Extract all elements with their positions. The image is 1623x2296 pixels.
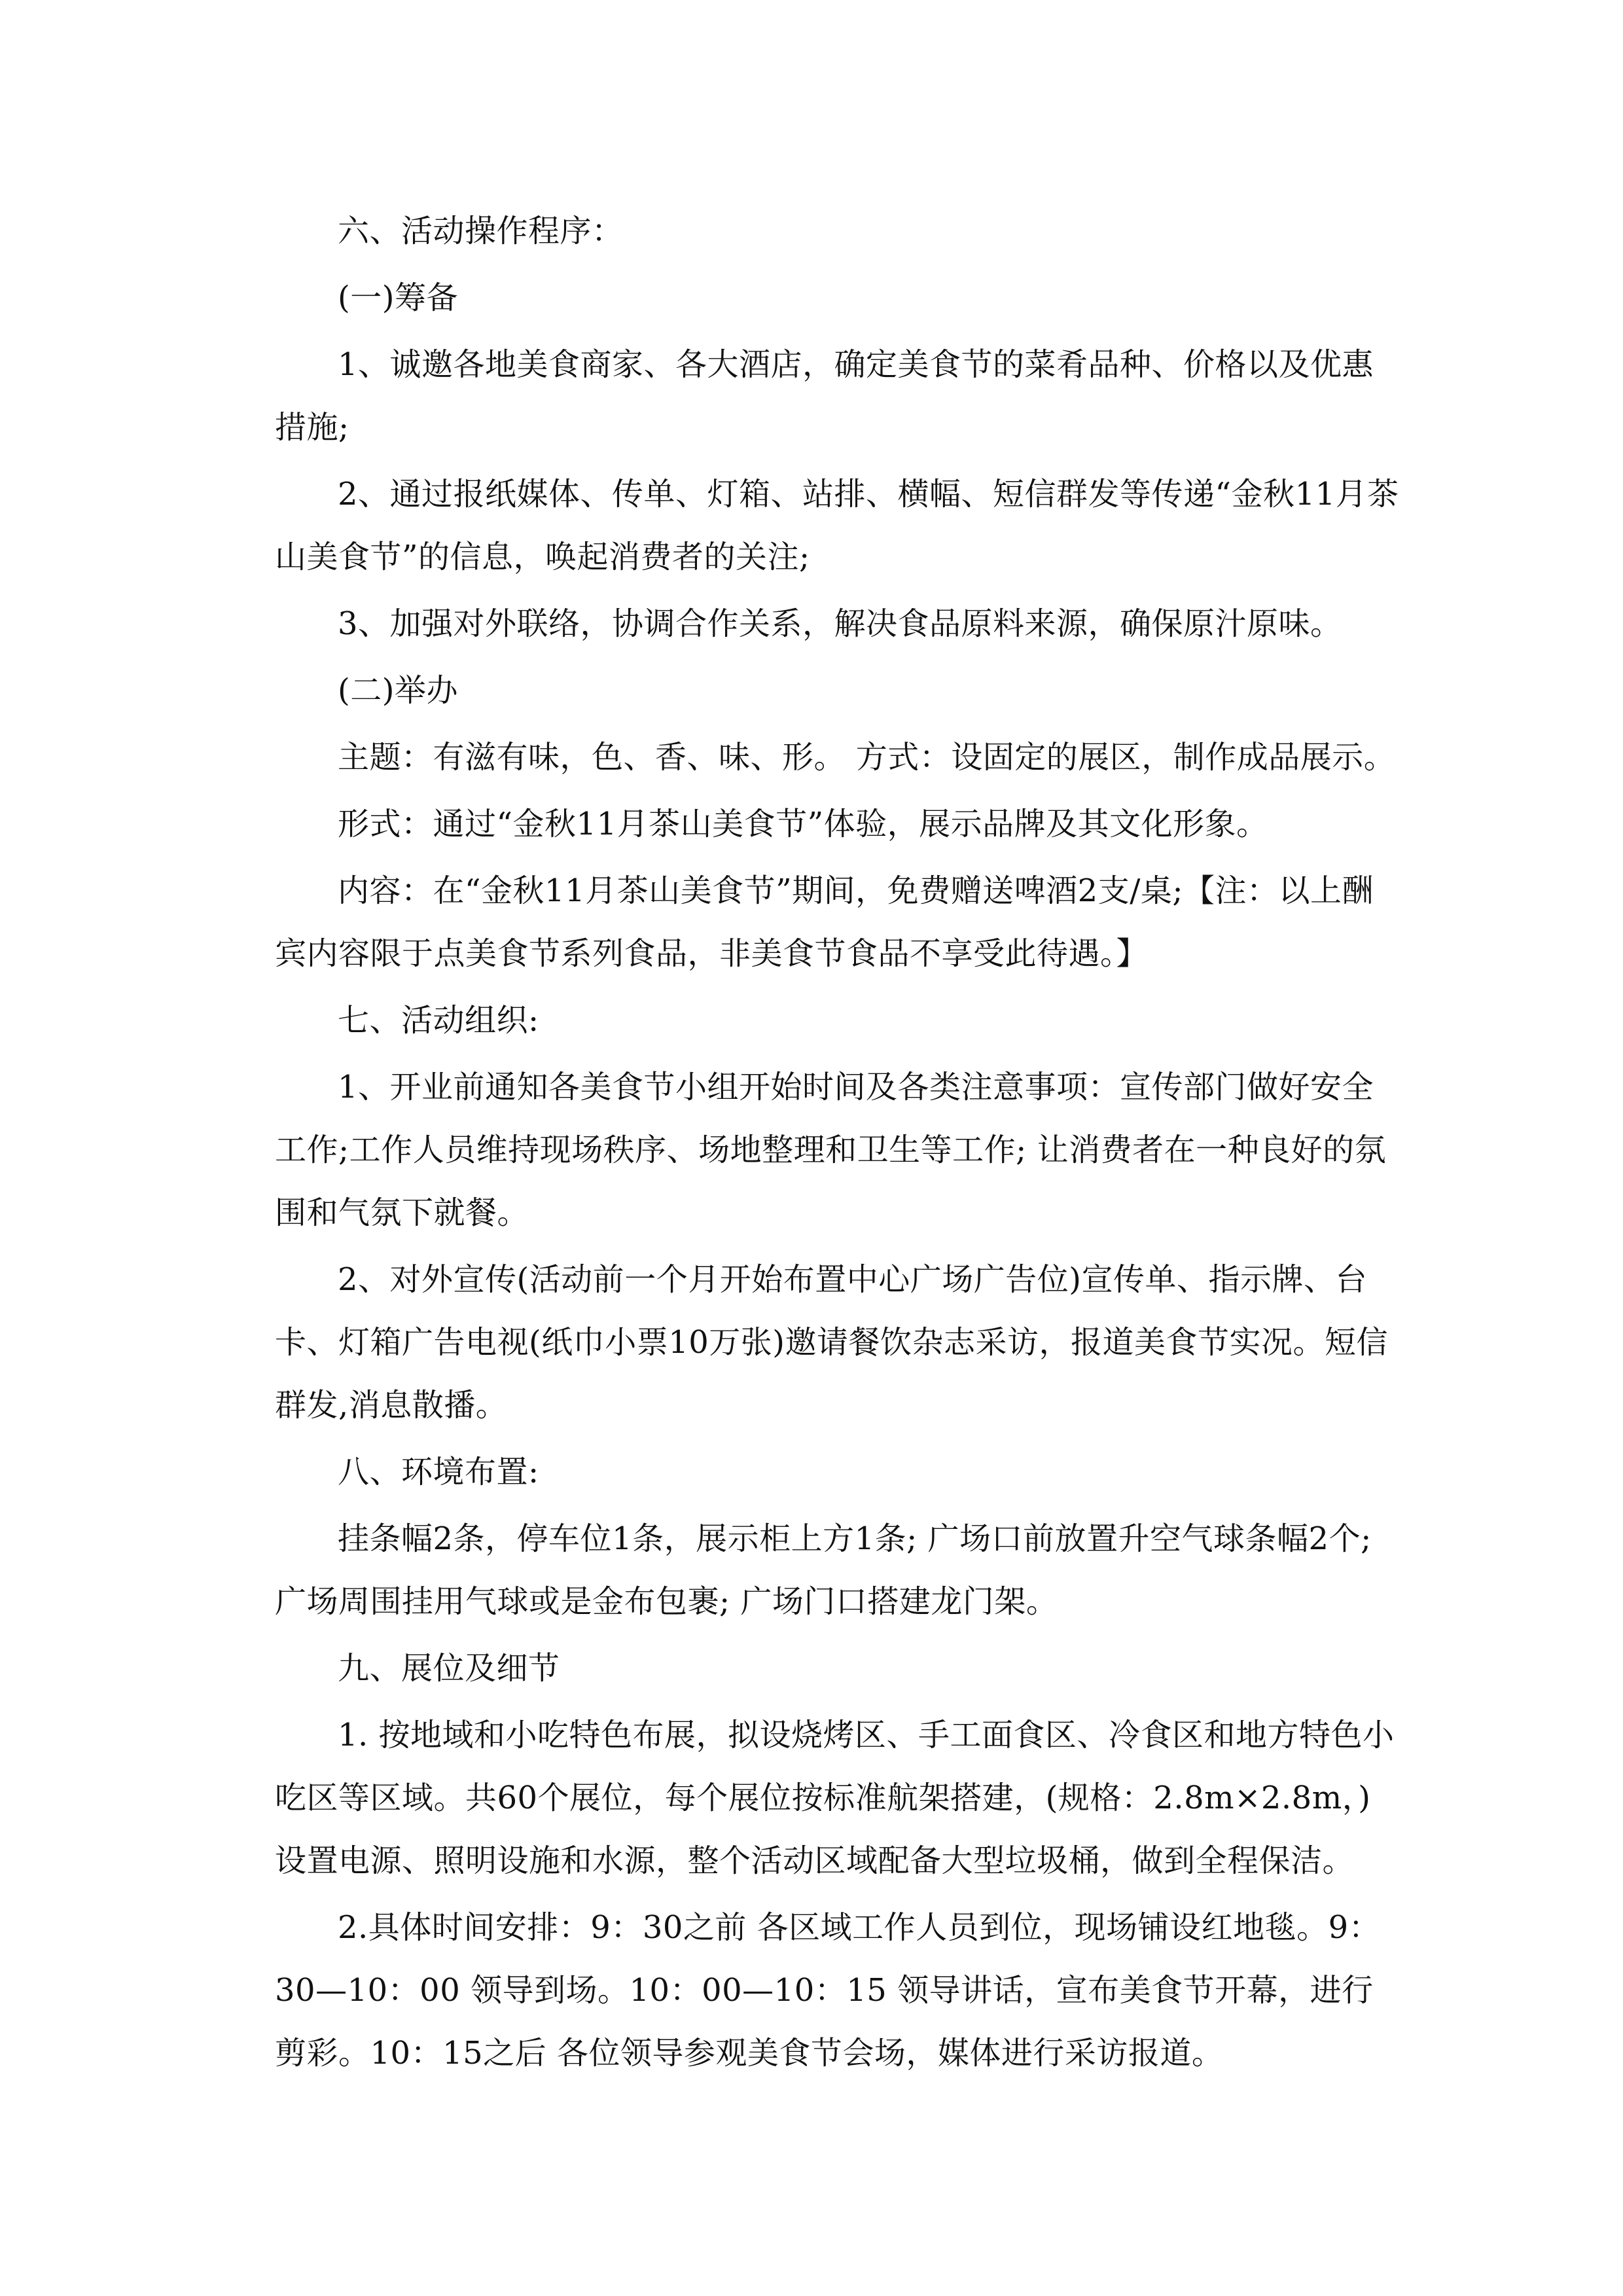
paragraph-environment: 挂条幅2条，停车位1条，展示柜上方1条; 广场口前放置升空气球条幅2个;广场周围挂用气球或是金布包裹; 广场门口搭建龙门架。 bbox=[275, 1520, 1372, 1620]
paragraph-form: 形式：通过“金秋11月茶山美食节”体验，展示品牌及其文化形象。 bbox=[338, 806, 1268, 842]
paragraph-organization-2: 2、对外宣传(活动前一个月开始布置中心广场广告位)宣传单、指示牌、台卡、灯箱广告电视(纸巾小票10万张)邀请餐饮杂志采访，报道美食节实况。短信群发,消息散播。 bbox=[275, 1261, 1389, 1424]
paragraph-theme: 主题：有滋有味，色、香、味、形。 方式：设固定的展区，制作成品展示。 bbox=[338, 739, 1396, 776]
paragraph-content: 内容：在“金秋11月茶山美食节”期间，免费赠送啤酒2支/桌;【注：以上酬宾内容限于点美食节系列食品，非美食节食品不享受此待遇。】 bbox=[275, 872, 1374, 972]
document-body bbox=[275, 200, 1400, 2085]
section-heading-organization: 七、活动组织: bbox=[338, 1002, 539, 1039]
paragraph-organization-1: 1、开业前通知各美食节小组开始时间及各类注意事项：宣传部门做好安全工作;工作人员维持现场秩序、场地整理和卫生等工作; 让消费者在一种良好的氛围和气氛下就餐。 bbox=[275, 1069, 1387, 1231]
paragraph-preparation-2: 2、通过报纸媒体、传单、灯箱、站排、横幅、短信群发等传递“金秋11月茶山美食节”的信息，唤起消费者的关注; bbox=[275, 476, 1399, 575]
section-heading-operation: 六、活动操作程序： bbox=[338, 213, 624, 249]
subheading-hosting: (二)举办 bbox=[338, 672, 458, 709]
paragraph-preparation-3: 3、加强对外联络，协调合作关系，解决食品原料来源，确保原汁原味。 bbox=[338, 605, 1342, 642]
paragraph-preparation-1: 1、诚邀各地美食商家、各大酒店，确定美食节的菜肴品种、价格以及优惠措施; bbox=[275, 346, 1374, 446]
paragraph-booths-1: 1. 按地域和小吃特色布展，拟设烧烤区、手工面食区、冷食区和地方特色小吃区等区域。共60个展位，每个展位按标准航架搭建，(规格：2.8m×2.8m，)设置电源、照明设施和水源，整个活动区域配备大型垃圾桶，做到全程保洁。 bbox=[275, 1717, 1395, 1879]
section-heading-environment: 八、环境布置: bbox=[338, 1454, 539, 1490]
paragraph-booths-2: 2.具体时间安排：9：30之前 各区域工作人员到位，现场铺设红地毯。9：30—10：00 领导到场。10：00—10：15 领导讲话，宣布美食节开幕，进行剪彩。10：15之后 各位领导参观美食节会场，媒体进行采访报道。 bbox=[275, 1909, 1381, 2072]
section-heading-booths: 九、展位及细节 bbox=[338, 1650, 560, 1687]
subheading-preparation: (一)筹备 bbox=[338, 279, 458, 316]
